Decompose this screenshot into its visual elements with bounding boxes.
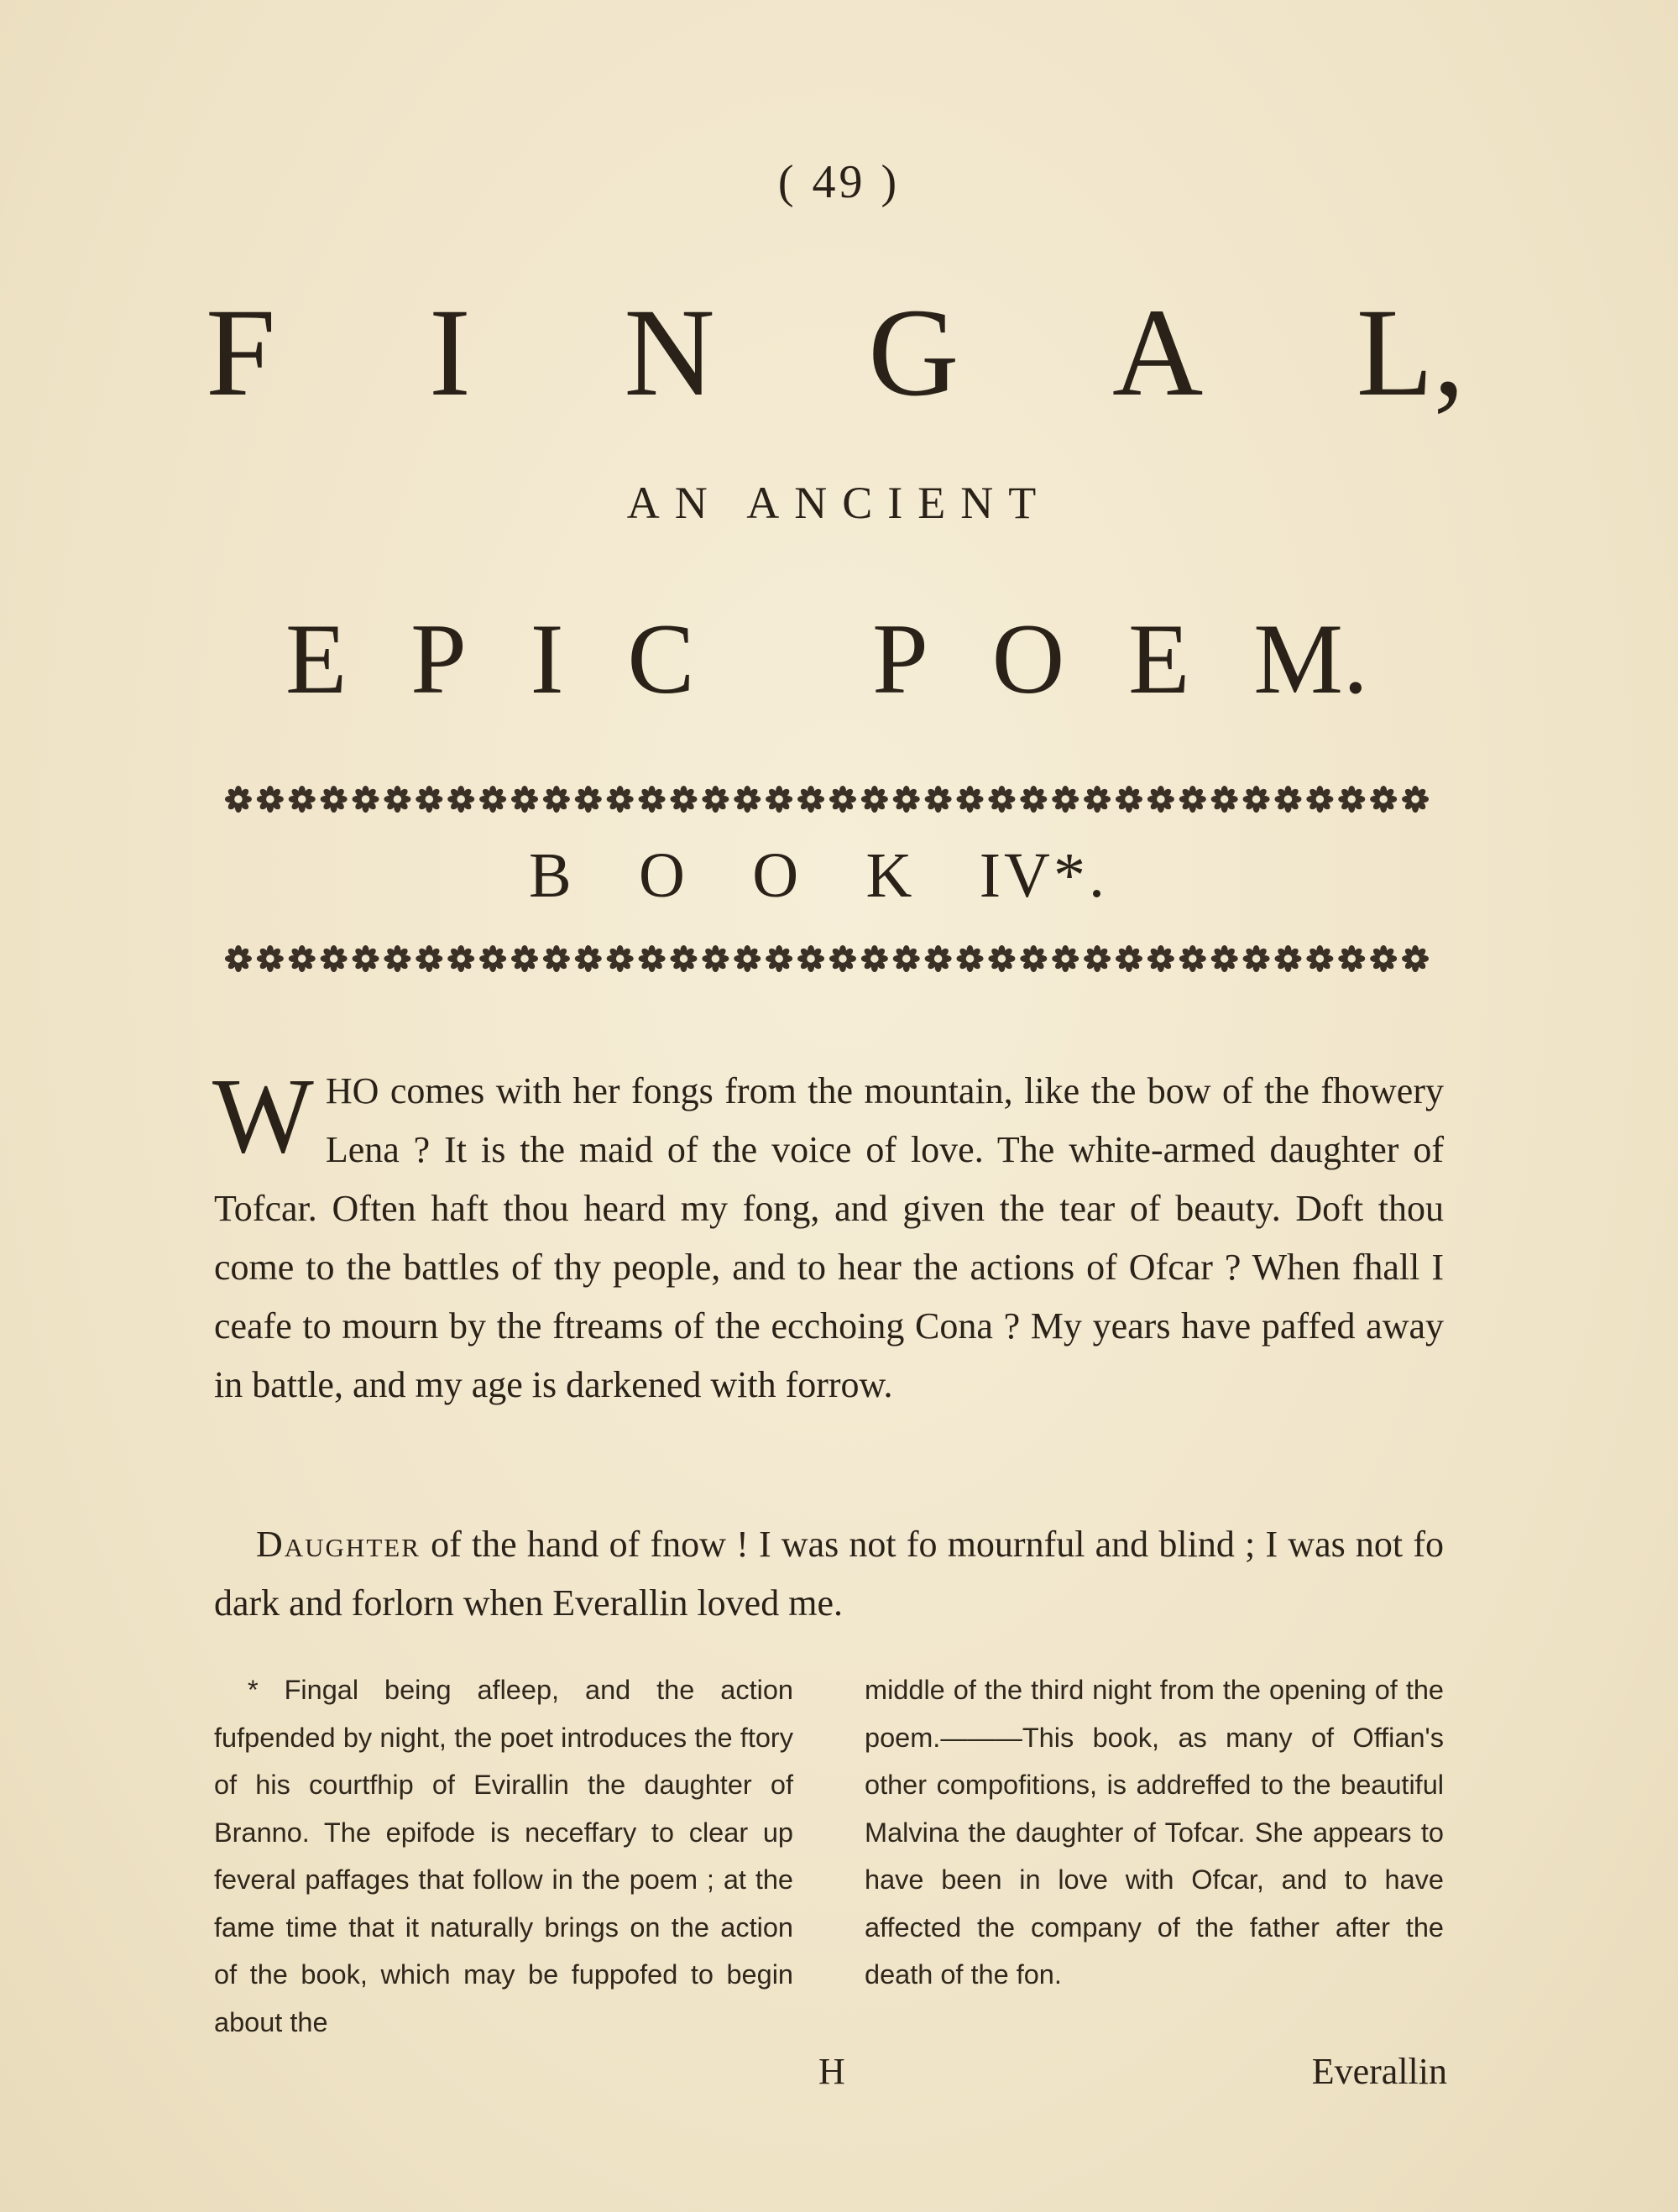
ornament-flower-icon [1052, 945, 1079, 972]
title-letter: F [206, 283, 276, 422]
ornament-flower-icon [543, 786, 570, 813]
ornament-flower-icon [1274, 945, 1301, 972]
ornament-flower-icon [511, 945, 538, 972]
ornament-flower-icon [1243, 945, 1270, 972]
subtitle: AN ANCIENT [626, 478, 1052, 528]
ornament-flower-icon [639, 786, 666, 813]
book-letter: O [639, 840, 685, 911]
ornament-flower-icon [1020, 786, 1047, 813]
ornament-flower-icon [353, 786, 379, 813]
ornament-flower-icon [575, 786, 602, 813]
epic-letter: O [991, 603, 1065, 714]
epic-letter: I [530, 603, 564, 714]
word-gap [758, 609, 808, 709]
ornament-flower-icon [353, 945, 379, 972]
book-letter: B [529, 840, 572, 911]
ornament-flower-icon [1306, 786, 1333, 813]
footnote [214, 1666, 1444, 2046]
title-fingal [206, 283, 1465, 422]
paragraph-1-text: HO comes with her fongs from the mountain, like the bow of the fhowery Lena ? It is the maid of the voice of love. The white-armed daughter of Tofcar. Often haft thou heard my fong, and given the tear of beauty. Doft thou come to the battles of thy people, and to hear the actions of Ofcar ? When fhall I ceafe to mourn by the ftreams of the ecchoing Cona ? My years have paffed away in battle, and my age is darkened with forrow. [214, 1070, 1444, 1405]
epic-letter: E [285, 603, 348, 714]
ornament-rule-top-icon [222, 781, 1431, 818]
ornament-flower-icon [607, 786, 634, 813]
ornament-flower-icon [1084, 945, 1111, 972]
epic-letter: P [410, 603, 467, 714]
ornament-flower-icon [607, 945, 634, 972]
drop-cap: W [212, 1056, 314, 1175]
ornament-flower-icon [925, 786, 952, 813]
ornament-flower-icon [702, 945, 729, 972]
ornament-flower-icon [416, 945, 442, 972]
ornament-flower-icon [734, 945, 761, 972]
ornament-flower-icon [861, 945, 888, 972]
ornament-flower-icon [289, 945, 316, 972]
ornament-flower-icon [925, 945, 952, 972]
ornament-flower-icon [447, 786, 474, 813]
ornament-flower-icon [289, 786, 316, 813]
epic-letter: C [627, 603, 695, 714]
ornament-flower-icon [670, 945, 697, 972]
paragraph-2-text: of the hand of fnow ! I was not fo mournful and blind ; I was not fo dark and forlorn when Everallin loved me. [214, 1524, 1444, 1624]
ornament-flower-icon [1243, 786, 1270, 813]
catchword: Everallin [1311, 2051, 1447, 2092]
ornament-flower-icon [321, 786, 348, 813]
ornament-flower-icon [257, 786, 284, 813]
ornament-flower-icon [543, 945, 570, 972]
ornament-flower-icon [1116, 945, 1142, 972]
ornament-flower-icon [384, 786, 410, 813]
ornament-flower-icon [1338, 945, 1365, 972]
ornament-flower-icon [1116, 786, 1142, 813]
paragraph-1 [212, 1056, 1444, 1415]
ornament-flower-icon [225, 945, 252, 972]
epic-letter: M. [1253, 603, 1368, 714]
ornament-flower-icon [479, 786, 506, 813]
ornament-flower-icon [447, 945, 474, 972]
ornament-flower-icon [957, 786, 984, 813]
ornament-flower-icon [575, 945, 602, 972]
title-letter: A [1111, 283, 1204, 422]
title-letter: I [428, 283, 471, 422]
ornament-flower-icon [1084, 786, 1111, 813]
book-letter: K [865, 840, 912, 911]
ornament-flower-icon [1179, 945, 1206, 972]
title-letter: N [624, 283, 715, 422]
epic-letter: P [872, 603, 928, 714]
ornament-rule-bottom-icon [222, 940, 1431, 977]
signature-mark: H [818, 2051, 845, 2092]
ornament-flower-icon [1306, 945, 1333, 972]
ornament-flower-icon [988, 945, 1015, 972]
title-epic-poem [285, 603, 1368, 714]
ornament-flower-icon [1179, 786, 1206, 813]
footnote-column-1: * Fingal being afleep, and the action fufpended by night, the poet introduces the ftory of his courtfhip of Evirallin the daughter of Branno. The epifode is neceffary to clear up feveral paffages that follow in the poem ; at the fame time that it naturally brings on the action of the book, which may be fuppofed to begin about the [214, 1675, 793, 2037]
ornament-flower-icon [639, 945, 666, 972]
ornament-flower-icon [734, 786, 761, 813]
ornament-flower-icon [1402, 945, 1429, 972]
paragraph-2 [214, 1515, 1444, 1633]
book-number: IV*. [979, 840, 1108, 911]
ornament-flower-icon [861, 786, 888, 813]
ornament-flower-icon [1338, 786, 1365, 813]
ornament-flower-icon [670, 786, 697, 813]
book-letter: O [752, 840, 799, 911]
lead-word: Daughter [256, 1524, 421, 1565]
ornament-flower-icon [893, 786, 920, 813]
ornament-flower-icon [988, 786, 1015, 813]
epic-letter: E [1128, 603, 1190, 714]
ornament-flower-icon [257, 945, 284, 972]
ornament-flower-icon [1211, 945, 1238, 972]
ornament-flower-icon [829, 786, 856, 813]
ornament-flower-icon [893, 945, 920, 972]
footnote-column-2: middle of the third night from the opening of the poem.———This book, as many of Offian's other compofitions, is addreffed to the beautiful Malvina the daughter of Tofcar. She appears to have been in love with Ofcar, and to have affected the company of the father after the death of the fon. [865, 1675, 1444, 1990]
ornament-flower-icon [797, 945, 824, 972]
ornament-flower-icon [766, 945, 792, 972]
ornament-flower-icon [957, 945, 984, 972]
ornament-flower-icon [1147, 786, 1174, 813]
ornament-flower-icon [1370, 945, 1397, 972]
ornament-flower-icon [384, 945, 410, 972]
ornament-flower-icon [766, 786, 792, 813]
book-heading [529, 840, 1108, 911]
ornament-flower-icon [1211, 786, 1238, 813]
ornament-flower-icon [1402, 786, 1429, 813]
ornament-flower-icon [1052, 786, 1079, 813]
ornament-flower-icon [416, 786, 442, 813]
ornament-flower-icon [797, 786, 824, 813]
ornament-flower-icon [829, 945, 856, 972]
ornament-flower-icon [479, 945, 506, 972]
ornament-flower-icon [225, 786, 252, 813]
ornament-flower-icon [1147, 945, 1174, 972]
ornament-flower-icon [511, 786, 538, 813]
ornament-flower-icon [321, 945, 348, 972]
title-letter: G [868, 283, 959, 422]
ornament-flower-icon [1020, 945, 1047, 972]
title-letter: L, [1356, 283, 1465, 422]
ornament-flower-icon [1274, 786, 1301, 813]
ornament-flower-icon [702, 786, 729, 813]
page-number: ( 49 ) [777, 156, 901, 208]
ornament-flower-icon [1370, 786, 1397, 813]
